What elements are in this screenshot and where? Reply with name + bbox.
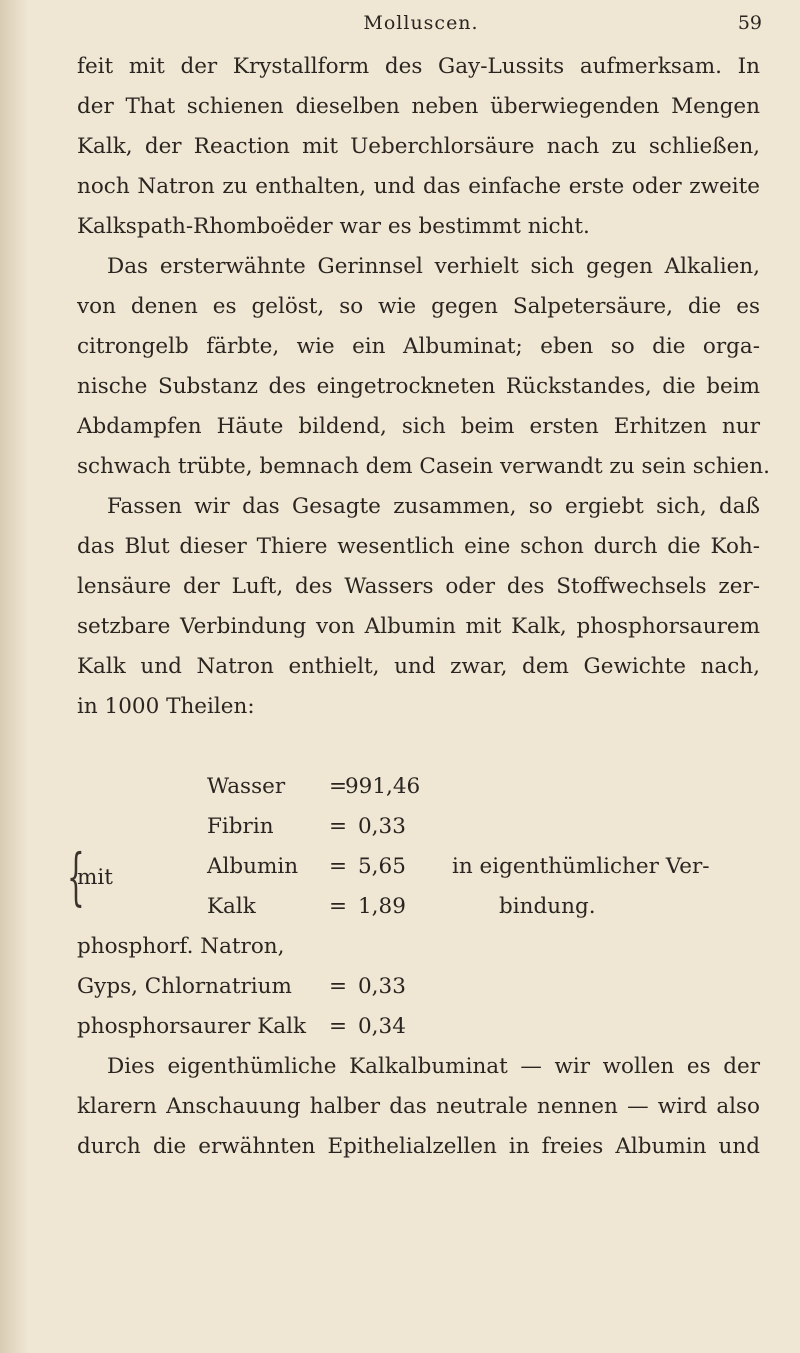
page-edge-shadow: [0, 0, 28, 1353]
page-number: 59: [737, 12, 762, 34]
text-line: der That schienen dieselben neben überwiegenden Mengen: [77, 94, 760, 119]
text-line: von denen es gelöst, so wie gegen Salpetersäure, die es: [77, 294, 760, 319]
text-line: Dies eigenthümliche Kalkalbuminat — wir wollen es der: [107, 1054, 760, 1079]
text-line: Das ersterwähnte Gerinnsel verhielt sich gegen Alkalien,: [107, 254, 760, 279]
table-row: [77, 967, 760, 1007]
text-line: schwach trübte, bemnach dem Casein verwandt zu sein schien.: [77, 454, 770, 479]
binding-note: in eigenthümlicher Ver-: [452, 854, 710, 879]
table-row: [77, 767, 760, 807]
text-line: nische Substanz des eingetrockneten Rückstandes, die beim: [77, 374, 760, 399]
component-label: phosphorsaurer Kalk: [77, 1014, 307, 1039]
text-line: das Blut dieser Thiere wesentlich eine schon durch die Koh-: [77, 534, 760, 559]
composition-table: [77, 767, 760, 1047]
table-row: [77, 887, 760, 927]
equals-sign: =: [329, 774, 348, 799]
component-value: 5,65: [358, 854, 406, 879]
table-row: [77, 927, 760, 967]
equals-sign: =: [329, 814, 348, 839]
component-label: Fibrin: [207, 814, 274, 839]
text-line: Fassen wir das Gesagte zusammen, so ergiebt sich, daß: [107, 494, 760, 519]
text-line: klarern Anschauung halber das neutrale nennen — wird also: [77, 1094, 760, 1119]
binding-note: bindung.: [499, 894, 596, 919]
text-line: Kalkspath-Rhomboëder war es bestimmt nicht.: [77, 214, 590, 239]
component-label: Gyps, Chlornatrium: [77, 974, 292, 999]
brace-symbol: {: [67, 840, 85, 913]
text-line: lensäure der Luft, des Wassers oder des Stoffwechsels zer-: [77, 574, 760, 599]
table-row: [77, 807, 760, 847]
text-line: in 1000 Theilen:: [77, 694, 255, 719]
text-line: noch Natron zu enthalten, und das einfache erste oder zweite: [77, 174, 760, 199]
component-value: 1,89: [358, 894, 406, 919]
text-line: Kalk und Natron enthielt, und zwar, dem Gewichte nach,: [77, 654, 760, 679]
text-line: citrongelb färbte, wie ein Albuminat; eben so die orga-: [77, 334, 760, 359]
component-label: Albumin: [207, 854, 299, 879]
equals-sign: =: [329, 894, 348, 919]
component-label: Wasser: [207, 774, 286, 799]
table-row: [77, 847, 760, 887]
component-value: 0,33: [358, 814, 406, 839]
closing-text: [77, 1047, 760, 1167]
text-line: setzbare Verbindung von Albumin mit Kalk, phosphorsaurem: [77, 614, 760, 639]
component-value: 991,46: [345, 774, 421, 799]
component-value: 0,34: [358, 1014, 406, 1039]
component-label: phosphorf. Natron,: [77, 934, 285, 959]
component-value: 0,33: [358, 974, 406, 999]
table-row: [77, 1007, 760, 1047]
text-line: Abdampfen Häute bildend, sich beim ersten Erhitzen nur: [77, 414, 760, 439]
equals-sign: =: [329, 854, 348, 879]
text-line: feit mit der Krystallform des Gay-Lussits aufmerksam. In: [77, 54, 760, 79]
equals-sign: =: [329, 974, 348, 999]
running-head: Molluscen.: [363, 12, 479, 34]
text-line: Kalk, der Reaction mit Ueberchlorsäure nach zu schließen,: [77, 134, 760, 159]
component-label: Kalk: [207, 894, 256, 919]
page-header: [80, 8, 762, 40]
body-text: [77, 47, 770, 727]
mit-label: mit: [77, 865, 113, 890]
equals-sign: =: [329, 1014, 348, 1039]
text-line: durch die erwähnten Epithelialzellen in freies Albumin und: [77, 1134, 760, 1159]
